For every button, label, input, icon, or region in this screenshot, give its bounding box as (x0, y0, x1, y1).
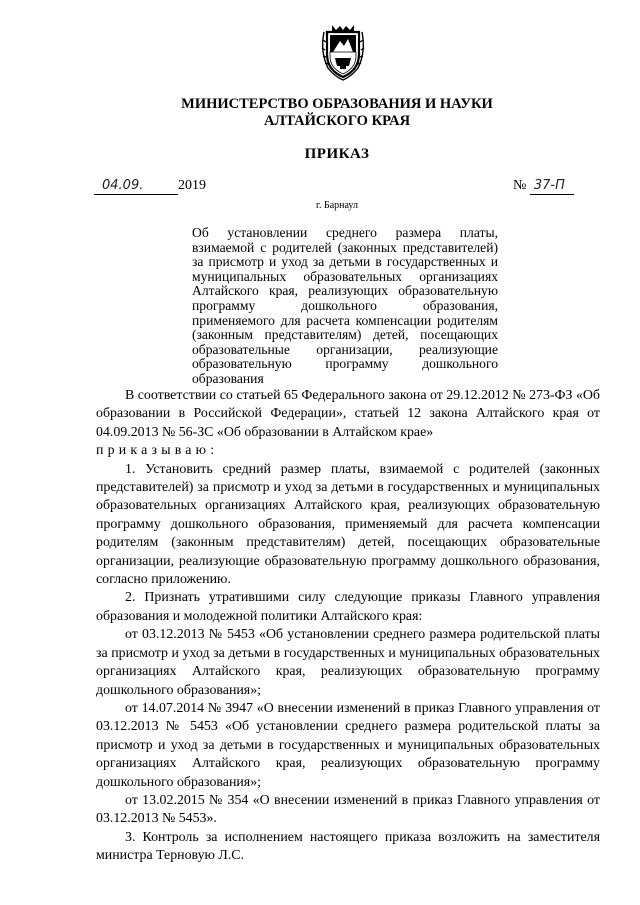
order-year: 2019 (178, 178, 206, 193)
order-word: приказываю: (96, 443, 219, 459)
order-date (94, 178, 206, 195)
city (0, 200, 640, 211)
handwritten-number: 37-П (530, 178, 574, 195)
item-2c-paragraph: от 13.02.2015 № 354 «О внесении изменений в приказ Главного управления от 03.12.2013 № 5453». (96, 792, 600, 827)
order-subject: Об установлении среднего размера платы, взимаемой с родителей (законных представителей) за присмотр и уход за детьми в государственных и муниципальных образовательных организациях Алтайского края, реализующих образовательную программу дошкольного образования, применяемого для расчета компенсации родителям (законным представителям) детей, посещающих образовательные организации, реализующие образовательную программу дошкольного образования (192, 225, 498, 386)
ministry-line-2: АЛТАЙСКОГО КРАЯ (263, 113, 411, 129)
ministry-line-1: МИНИСТЕРСТВО ОБРАЗОВАНИЯ И НАУКИ (181, 96, 493, 112)
city-text: г. Барнаул (316, 200, 358, 211)
ministry-name (0, 96, 640, 130)
item-2a-paragraph: от 03.12.2013 № 5453 «Об установлении среднего размера родительской платы за присмотр и уход за детьми в государственных и муниципальных образовательных организациях Алтайского края, реализующих образовательную программу дошкольного образования»; (96, 627, 600, 698)
order-body (96, 387, 600, 866)
item-1-paragraph: 1. Установить средний размер платы, взимаемой с родителей (законных представителей) за присмотр и уход за детьми в государственных и муниципальных образовательных организациях Алтайского края, реализующих образовательную программу дошкольного образования, применяемый для расчета компенсации родителям (законным представителям) детей, посещающих образовательные организации, реализующие образовательную программу дошкольного образования, согласно приложению. (96, 461, 600, 588)
item-2-paragraph: 2. Признать утратившими силу следующие приказы Главного управления образования и молодежной политики Алтайского края: (96, 590, 600, 624)
number-sign: № (513, 178, 527, 193)
item-2b-paragraph: от 14.07.2014 № 3947 «О внесении изменений в приказ Главного управления от 03.12.2013 № 5453 «Об установлении среднего размера родительской платы за присмотр и уход за детьми в государственных и муниципальных образовательных организациях Алтайского края, реализующих образовательную программу дошкольного образования»; (96, 700, 600, 790)
altai-krai-coat-of-arms-icon (318, 22, 368, 82)
order-number (513, 178, 574, 195)
document-type (0, 146, 640, 163)
preamble-paragraph: В соответствии со статьей 65 Федерального закона от 29.12.2012 № 273-ФЗ «Об образовании в Российской Федерации», статьей 12 закона Алтайского края от 04.09.2013 № 56-ЗС «Об образовании в Алтайском крае» (96, 388, 600, 440)
handwritten-date: 04.09. (94, 178, 178, 195)
document-type-text: ПРИКАЗ (304, 146, 370, 162)
item-3-paragraph: 3. Контроль за исполнением настоящего приказа возложить на заместителя министра Терновую Л.С. (96, 829, 600, 864)
